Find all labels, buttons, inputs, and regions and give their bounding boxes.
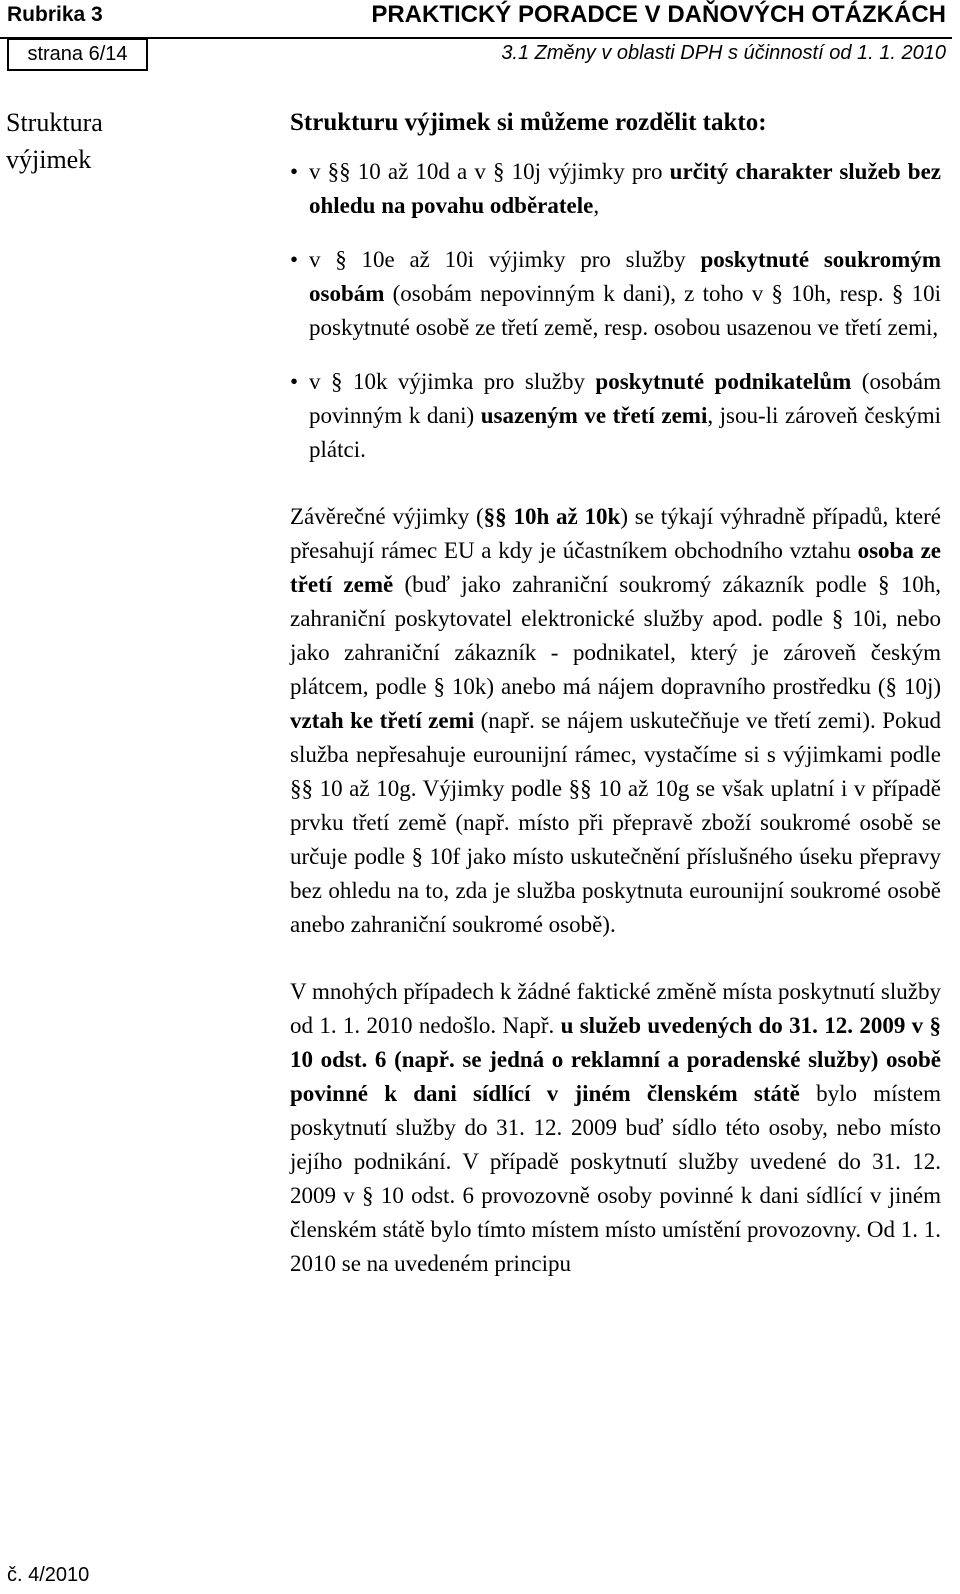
- page-number-box: strana 6/14: [7, 38, 148, 71]
- list-item-text: (osobám povinným k dani): [309, 369, 941, 428]
- main-content: [290, 104, 941, 1281]
- list-item: [290, 243, 941, 345]
- list-item-emphasis: určitý charakter služeb bez ohledu na povahu odběratele: [309, 159, 941, 218]
- paragraph-emphasis: u služeb uvedených do 31. 12. 2009 v § 10 odst. 6 (např. se jedná o reklamní a poradenské služby) osobě povinné k dani sídlící v jiném členském státě: [290, 1013, 942, 1106]
- header-subtitle: 3.1 Změny v oblasti DPH s účinností od 1. 1. 2010: [501, 42, 946, 64]
- exception-list: [290, 155, 941, 467]
- margin-heading-line2: výjimek: [6, 145, 92, 174]
- paragraph-text: (např. se nájem uskutečňuje ve třetí zemi). Pokud služba nepřesahuje eurounijní rámec, vystačíme si s výjimkami podle §§ 10 až 10g. Výjimky podle §§ 10 až 10g se však uplatní i v případě prvku třetí země (např. místo při přepravě zboží soukromé osobě se určuje podle § 10f jako místo uskutečnění příslušného úseku přepravy bez ohledu na to, zda je služba poskytnuta eurounijní soukromé osobě anebo zahraniční soukromé osobě).: [290, 708, 941, 937]
- list-item-text: , jsou-li zároveň českými plátci.: [309, 403, 941, 462]
- paragraph-emphasis: §§ 10h až 10k: [483, 504, 621, 529]
- list-item-text: v § 10k výjimka pro služby: [309, 369, 596, 394]
- paragraph-no-change: [290, 975, 941, 1281]
- paragraph-text: bylo místem poskytnutí služby do 31. 12. 2009 buď sídlo této osoby, nebo místo jejího podnikání. V případě poskytnutí služby uvedené do 31. 12. 2009 v § 10 odst. 6 provozovně osoby povinné k dani sídlící v jiném členském státě bylo tímto místem místo umístění provozovny. Od 1. 1. 2010 se na uvedeném principu: [290, 1081, 941, 1276]
- paragraph-emphasis: osoba ze třetí země: [290, 538, 941, 597]
- margin-heading-line1: Struktura: [6, 108, 103, 137]
- list-item: [290, 155, 941, 223]
- section-heading: Strukturu výjimek si můžeme rozdělit takto:: [290, 109, 767, 136]
- paragraph-emphasis: vztah ke třetí zemi: [290, 708, 475, 733]
- paragraph-text: ) se týkají výhradně případů, které přesahují rámec EU a kdy je účastníkem obchodního vztahu: [290, 504, 941, 563]
- list-item-text: v § 10e až 10i výjimky pro služby: [309, 247, 701, 272]
- list-item-emphasis: poskytnuté podnikatelům: [595, 369, 852, 394]
- footer-issue-number: č. 4/2010: [7, 1564, 90, 1586]
- paragraph-final-exceptions: [290, 500, 941, 942]
- list-item-text: (osobám nepovinným k dani), z toho v § 10h, resp. § 10i poskytnuté osobě ze třetí země, resp. osobou usazenou ve třetí zemi,: [309, 281, 941, 340]
- header-title: PRAKTICKÝ PORADCE V DAŇOVÝCH OTÁZKÁCH: [371, 1, 946, 28]
- list-item-emphasis: poskytnuté soukromým osobám: [309, 247, 941, 306]
- list-item: [290, 365, 941, 467]
- list-item-text: ,: [593, 193, 600, 218]
- header-rubrika: Rubrika 3: [7, 3, 103, 26]
- paragraph-text: (buď jako zahraniční soukromý zákazník podle § 10h, zahraniční poskytovatel elektronické služby apod. podle § 10i, nebo jako zahraniční zákazník - podnikatel, který je zároveň českým plátcem, podle § 10k) anebo má nájem dopravního prostředku (§ 10j): [290, 572, 941, 699]
- paragraph-text: Závěrečné výjimky (: [290, 504, 484, 529]
- paragraph-text: V mnohých případech k žádné faktické změně místa poskytnutí služby od 1. 1. 2010 nedošlo. Např.: [290, 979, 941, 1038]
- list-item-text: v §§ 10 až 10d a v § 10j výjimky pro: [309, 159, 670, 184]
- list-item-emphasis: usazeným ve třetí zemi: [480, 403, 708, 428]
- margin-heading: [6, 104, 206, 178]
